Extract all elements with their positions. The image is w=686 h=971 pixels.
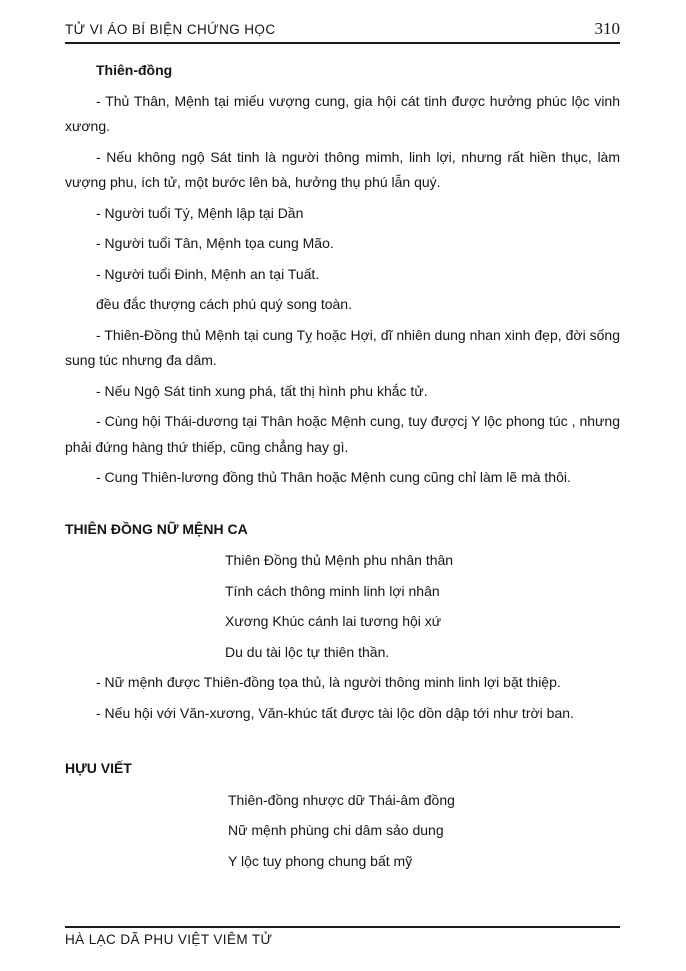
page-number: 310	[594, 19, 620, 38]
body-paragraph: - Người tuổi Tân, Mệnh tọa cung Mão.	[96, 235, 334, 251]
verse-line: Tính cách thông minh linh lợi nhân	[225, 582, 440, 599]
body-paragraph: đều đắc thượng cách phú quý song toàn.	[96, 296, 352, 312]
verse-line: Xương Khúc cánh lai tương hội xứ	[225, 613, 442, 629]
body-paragraph: - Nếu hội với Văn-xương, Văn-khúc tất được tài lộc dồn dập tới như trời ban.	[96, 704, 574, 721]
body-paragraph: - Người tuổi Tý, Mệnh lập tại Dần	[96, 204, 304, 221]
body-paragraph: - Người tuổi Đinh, Mệnh an tại Tuất.	[96, 265, 320, 282]
verse-line: Thiên Đồng thủ Mệnh phu nhân thân	[225, 552, 454, 568]
body-paragraph: - Thiên-Đồng thủ Mệnh tại cung Tỵ hoặc Hợi, dĩ nhiên dung nhan xinh đẹp, đời sống sung túc nhưng đa dâm.	[65, 326, 620, 368]
body-paragraph: - Nếu không ngộ Sát tinh là người thông mimh, linh lợi, nhưng rất hiền thục, làm vượng phu, ích tử, một bước lên bà, hưởng thụ phú lẫn quý.	[65, 148, 620, 190]
subsection-heading-thien-dong: Thiên-đồng	[96, 62, 173, 78]
footer-author: HÀ LẠC DÃ PHU VIỆT VIÊM TỬ	[65, 932, 273, 947]
verse-line: Thiên-đồng nhược dữ Thái-âm đồng	[228, 791, 455, 808]
running-header	[65, 20, 620, 44]
running-footer	[65, 926, 620, 947]
verse-line: Y lộc tuy phong chung bất mỹ	[228, 852, 413, 869]
body-paragraph: - Thủ Thân, Mệnh tại miếu vượng cung, gia hội cát tinh được hưởng phúc lộc vinh xương.	[65, 92, 620, 134]
book-title: TỬ VI ÁO BÍ BIỆN CHỨNG HỌC	[65, 22, 276, 37]
body-paragraph: - Cùng hội Thái-dương tại Thân hoặc Mệnh cung, tuy đượcj Y lộc phong túc , nhưng phải đứng hàng thứ thiếp, cũng chẳng hay gì.	[65, 413, 620, 455]
verse-line: Nữ mệnh phùng chi dâm sảo dung	[228, 822, 444, 838]
body-paragraph: - Cung Thiên-lương đồng thủ Thân hoặc Mệnh cung cũng chỉ làm lẽ mà thôi.	[96, 469, 571, 485]
section-heading-nu-menh-ca: THIÊN ĐỒNG NỮ MỆNH CA	[65, 520, 248, 537]
body-paragraph: - Nếu Ngộ Sát tinh xung phá, tất thị hình phu khắc tử.	[96, 382, 428, 399]
body-paragraph: - Nữ mệnh được Thiên-đồng tọa thủ, là người thông minh linh lợi bặt thiệp.	[96, 674, 561, 690]
section-heading-huu-viet: HỰU VIẾT	[65, 760, 132, 776]
verse-line: Du du tài lộc tự thiên thần.	[225, 643, 390, 660]
